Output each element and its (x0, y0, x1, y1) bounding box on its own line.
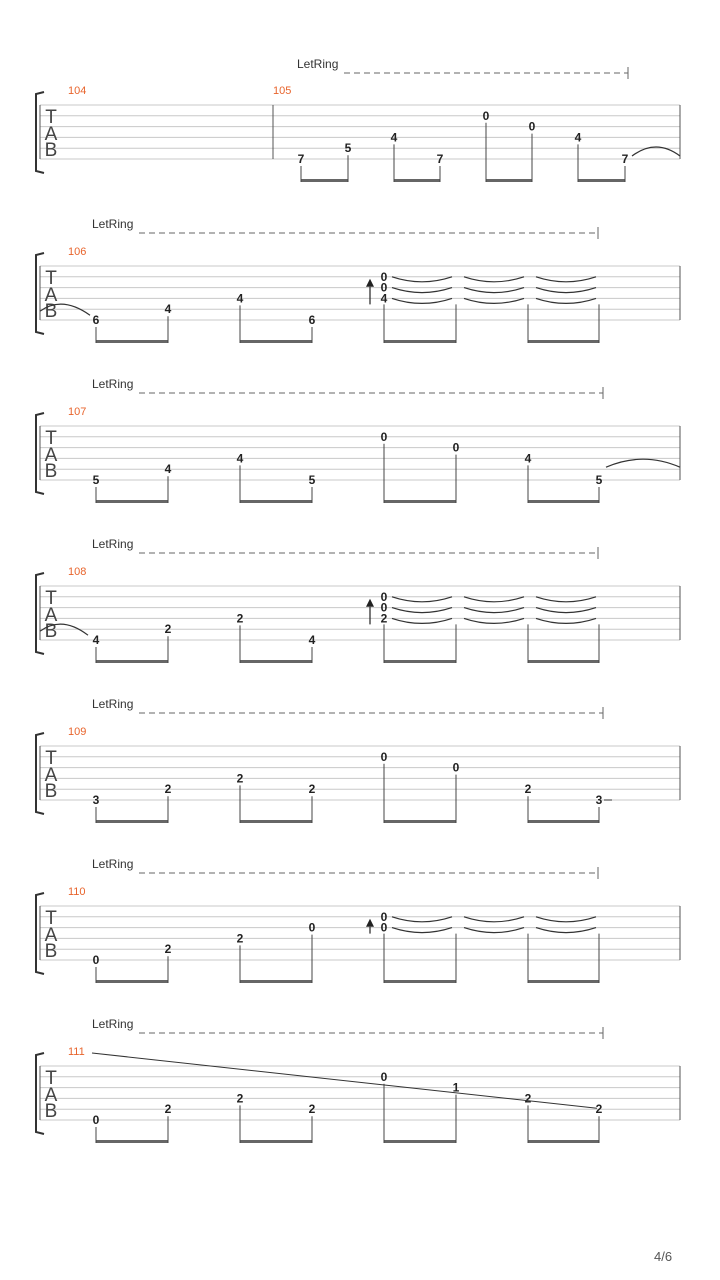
measure-number: 106 (68, 246, 87, 258)
glissando-line (92, 1053, 597, 1108)
fret-number: 6 (92, 313, 100, 327)
tab-clef-letter: B (44, 1101, 58, 1122)
fret-number: 0 (380, 429, 388, 444)
tie (392, 597, 452, 602)
fret-number: 0 (380, 1069, 388, 1084)
fret-number: 4 (524, 451, 532, 466)
tie (536, 917, 596, 922)
fret-number: 7 (621, 152, 629, 166)
fret-number: 6 (308, 313, 316, 327)
tab-clef-letter: T (45, 588, 57, 609)
tab-clef-letter: T (45, 428, 57, 449)
tie (536, 277, 596, 282)
tie (464, 917, 524, 922)
fret-number: 0 (92, 1113, 100, 1127)
beam (384, 820, 456, 823)
beam (96, 820, 168, 823)
beam (240, 820, 312, 823)
tie (464, 608, 524, 613)
beam (384, 980, 456, 983)
beam (384, 1140, 456, 1143)
fret-number: 2 (164, 782, 172, 797)
fret-number: 1 (452, 1080, 460, 1095)
fret-number: 7 (297, 152, 305, 166)
fret-number: 5 (595, 473, 603, 487)
fret-number: 0 (482, 108, 490, 123)
fret-number: 2 (308, 1102, 316, 1117)
tab-clef-letter: B (44, 621, 58, 642)
tie (392, 288, 452, 293)
strum-arrow-head (366, 599, 374, 607)
tie (464, 928, 524, 933)
measure-number: 108 (68, 566, 87, 578)
fret-number: 0 (380, 589, 388, 604)
tab-clef-letter: A (44, 1085, 58, 1106)
tie (606, 459, 680, 467)
tie (392, 298, 452, 303)
beam (240, 340, 312, 343)
tab-clef-letter: A (44, 285, 58, 306)
fret-number: 0 (380, 909, 388, 924)
tab-clef-letter: B (44, 941, 58, 962)
let-ring-label: LetRing (92, 377, 134, 391)
tab-clef-letter: B (44, 781, 58, 802)
beam (240, 660, 312, 663)
fret-number: 0 (452, 760, 460, 775)
tab-clef-letter: T (45, 268, 57, 289)
page-number: 4/6 (654, 1249, 673, 1264)
let-ring-label: LetRing (92, 1017, 134, 1031)
beam (528, 500, 599, 503)
beam (240, 1140, 312, 1143)
beam (96, 340, 168, 343)
beam (384, 340, 456, 343)
beam (240, 980, 312, 983)
fret-number: 0 (380, 600, 388, 615)
beam (96, 500, 168, 503)
fret-number: 0 (308, 920, 316, 935)
beam (486, 179, 532, 182)
fret-number: 2 (308, 782, 316, 797)
fret-number: 4 (92, 633, 100, 647)
tie (536, 288, 596, 293)
beam (394, 179, 440, 182)
beam (96, 660, 168, 663)
fret-number: 5 (92, 473, 100, 487)
tie (464, 277, 524, 282)
fret-number: 2 (236, 771, 244, 786)
beam (96, 1140, 168, 1143)
fret-number: 7 (436, 152, 444, 166)
beam (528, 1140, 599, 1143)
tab-clef-letter: T (45, 748, 57, 769)
fret-number: 2 (380, 611, 388, 626)
let-ring-label: LetRing (92, 217, 134, 231)
tab-clef-letter: B (44, 461, 58, 482)
measure-number: 109 (68, 726, 87, 738)
fret-number: 2 (164, 622, 172, 637)
fret-number: 2 (524, 782, 532, 797)
fret-number: 2 (164, 1102, 172, 1117)
fret-number: 5 (308, 473, 316, 487)
fret-number: 4 (164, 302, 172, 317)
fret-number: 0 (528, 119, 536, 134)
beam (384, 500, 456, 503)
let-ring-label: LetRing (92, 537, 134, 551)
fret-number: 2 (524, 1091, 532, 1106)
fret-number: 0 (380, 749, 388, 764)
tab-clef-letter: B (44, 301, 58, 322)
tie (392, 618, 452, 623)
tab-clef-letter: A (44, 605, 58, 626)
fret-number: 4 (574, 130, 582, 145)
fret-number: 4 (308, 633, 316, 647)
tab-clef-letter: T (45, 908, 57, 929)
tie (392, 608, 452, 613)
tie (464, 288, 524, 293)
tab-clef-letter: T (45, 1068, 57, 1089)
measure-number: 104 (68, 85, 87, 97)
fret-number: 4 (390, 130, 398, 145)
tab-clef-letter: A (44, 445, 58, 466)
fret-number: 0 (380, 280, 388, 295)
fret-number: 0 (92, 953, 100, 967)
beam (528, 660, 599, 663)
fret-number: 2 (236, 1091, 244, 1106)
tie (464, 298, 524, 303)
tab-clef-letter: T (45, 107, 57, 128)
tie (392, 277, 452, 282)
tie (536, 597, 596, 602)
tie (464, 597, 524, 602)
fret-number: 2 (595, 1102, 603, 1117)
fret-number: 4 (380, 291, 388, 306)
fret-number: 2 (164, 942, 172, 957)
fret-number: 2 (236, 611, 244, 626)
fret-number: 0 (380, 269, 388, 284)
measure-number: 107 (68, 406, 87, 418)
fret-number: 0 (380, 920, 388, 935)
let-ring-label: LetRing (297, 57, 339, 71)
tie (536, 618, 596, 623)
measure-number: 111 (68, 1046, 85, 1058)
tie (536, 298, 596, 303)
beam (301, 179, 348, 182)
tie (392, 928, 452, 933)
fret-number: 3 (92, 793, 100, 807)
beam (528, 980, 599, 983)
fret-number: 4 (236, 291, 244, 306)
strum-arrow-head (366, 279, 374, 287)
let-ring-label: LetRing (92, 697, 134, 711)
strum-arrow-head (366, 919, 374, 927)
measure-number: 110 (68, 886, 86, 898)
fret-number: 4 (236, 451, 244, 466)
fret-number: 3 (595, 793, 603, 807)
tab-clef-letter: A (44, 765, 58, 786)
fret-number: 0 (452, 440, 460, 455)
tie (536, 928, 596, 933)
tie (464, 618, 524, 623)
beam (384, 660, 456, 663)
beam (96, 980, 168, 983)
tie (536, 608, 596, 613)
let-ring-label: LetRing (92, 857, 134, 871)
fret-number: 2 (236, 931, 244, 946)
beam (528, 340, 599, 343)
beam (578, 179, 625, 182)
tab-clef-letter: B (44, 140, 58, 161)
beam (528, 820, 599, 823)
beam (240, 500, 312, 503)
tab-clef-letter: A (44, 925, 58, 946)
tie (392, 917, 452, 922)
tab-clef-letter: A (44, 124, 58, 145)
measure-number: 105 (273, 85, 292, 97)
fret-number: 5 (344, 141, 352, 156)
fret-number: 4 (164, 462, 172, 477)
